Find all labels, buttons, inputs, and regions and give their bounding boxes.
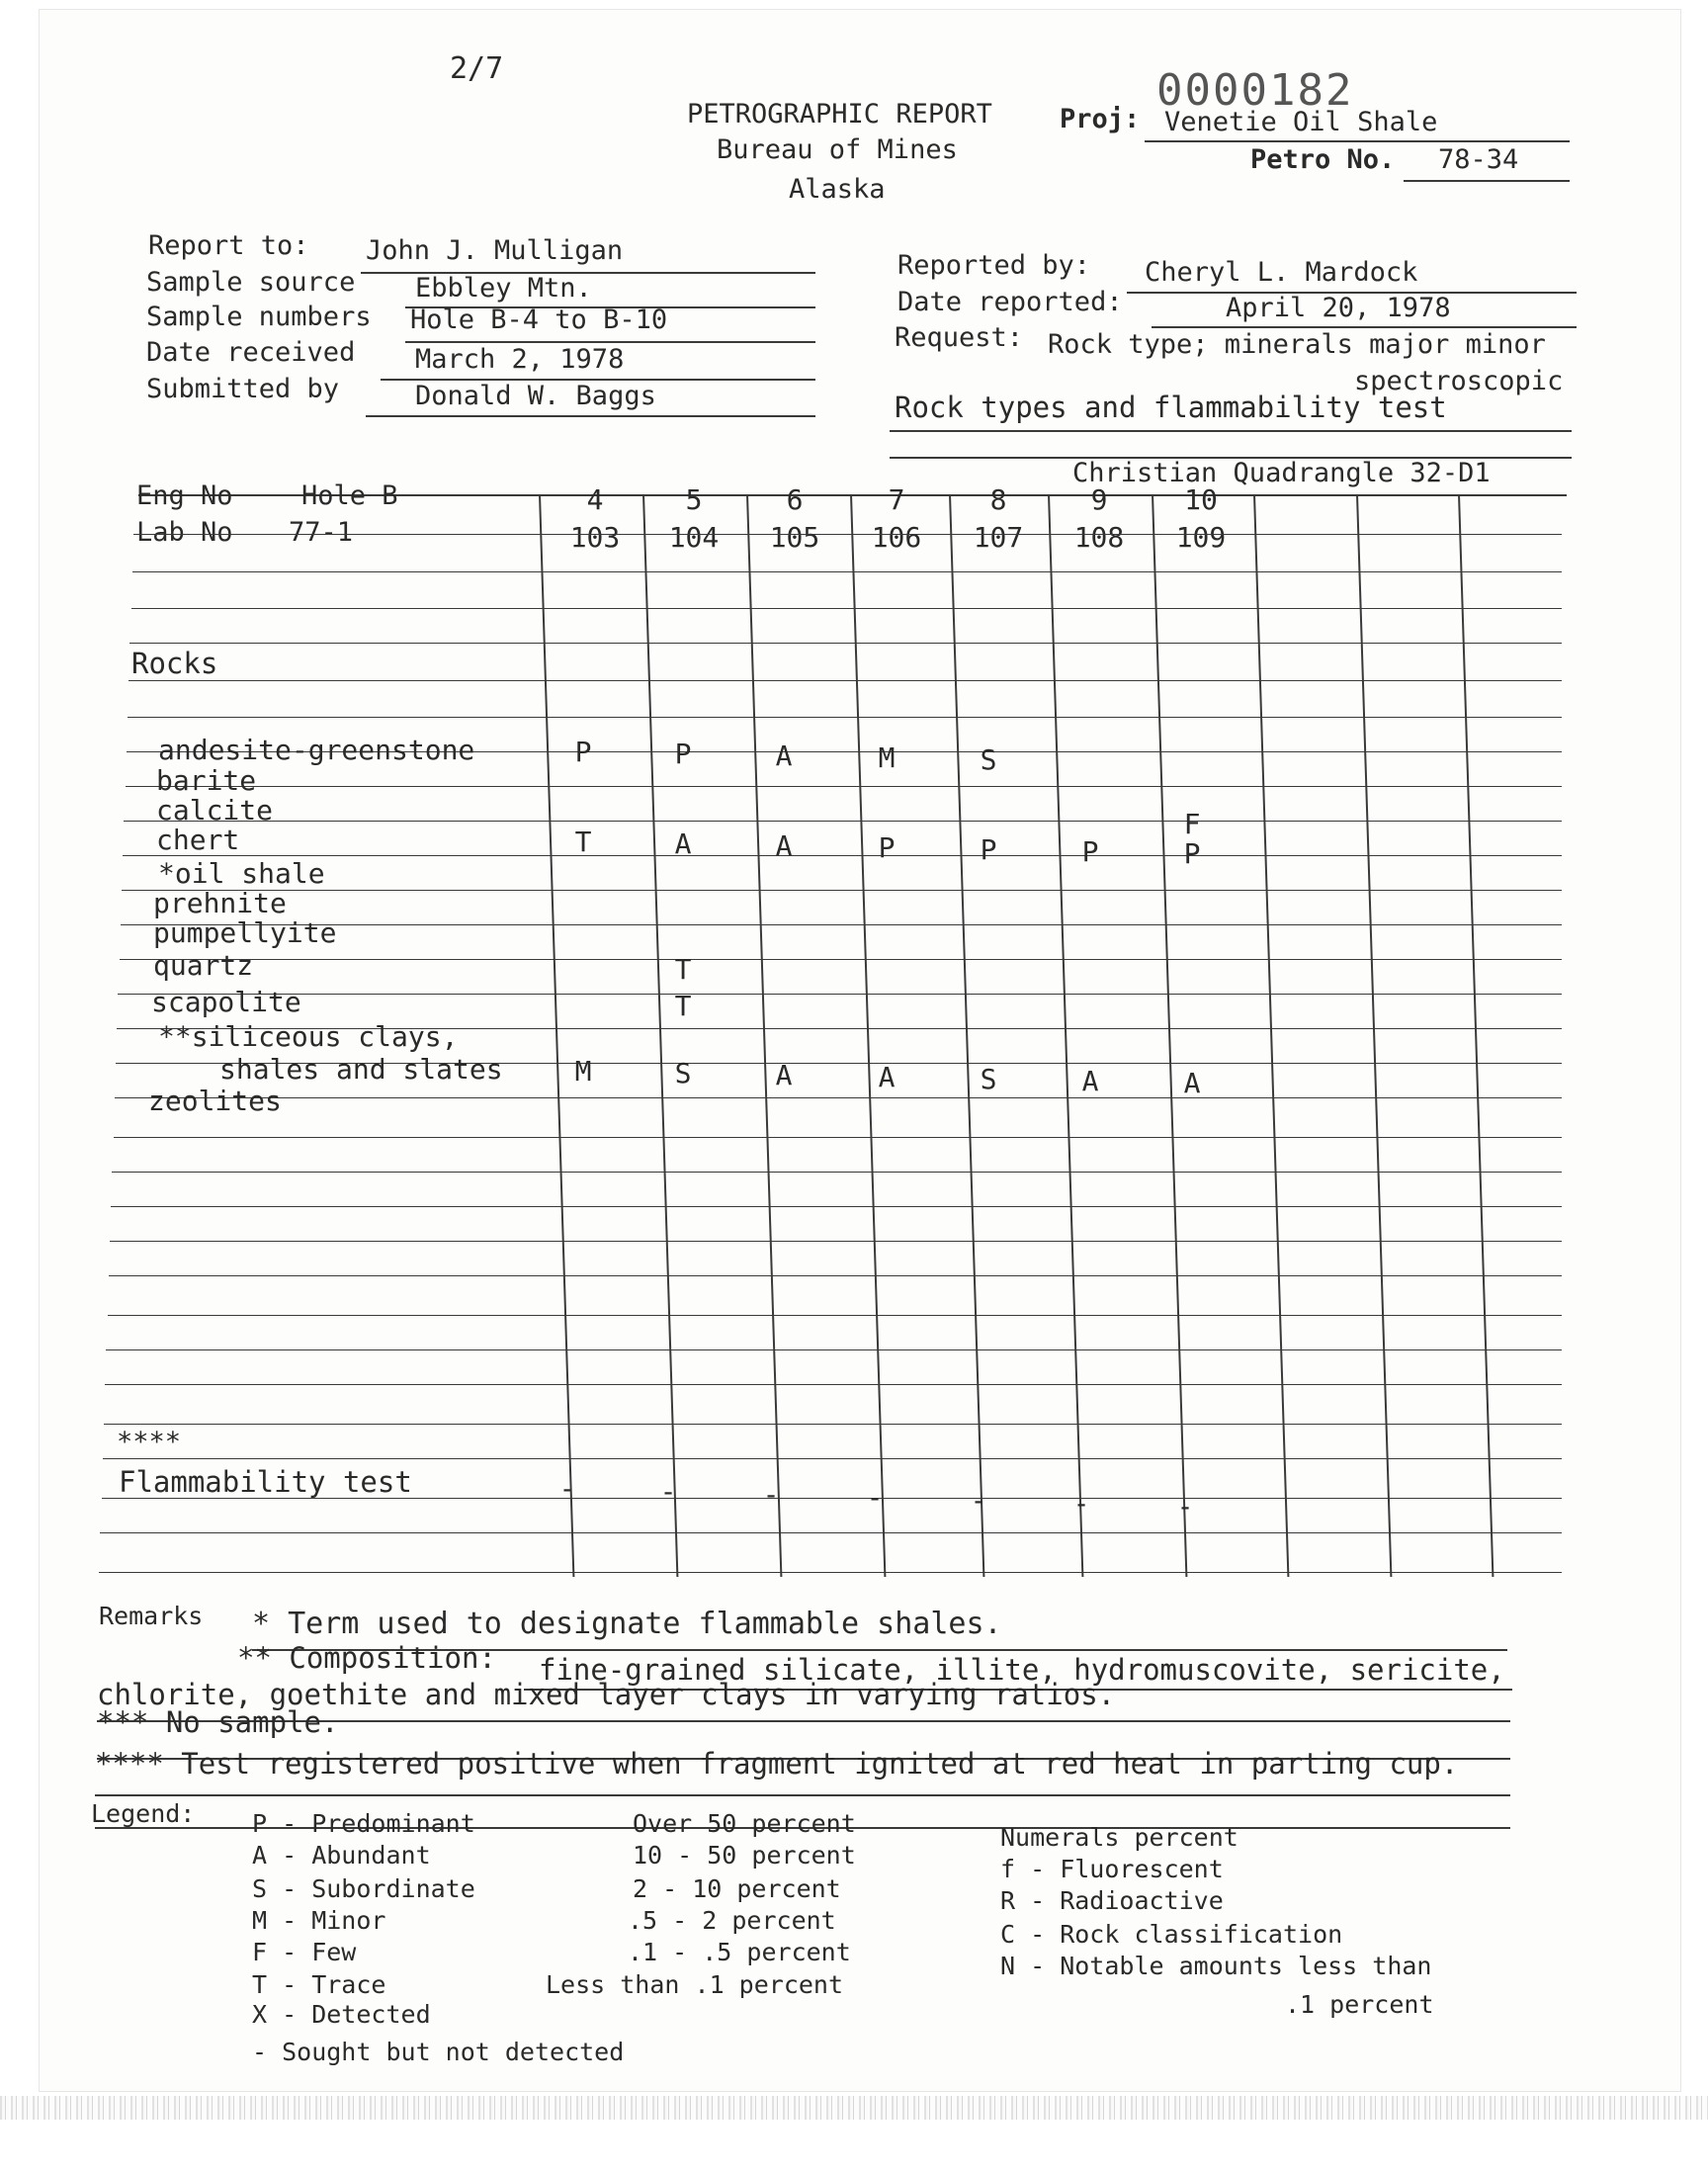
sample-numbers-label: Sample numbers	[146, 302, 372, 332]
flammability-cell: -	[558, 1472, 576, 1505]
abundance-cell: A	[878, 1061, 896, 1093]
row-rule	[126, 786, 1562, 787]
petro-no-label: Petro No.	[1250, 144, 1396, 175]
request-line-1: Rock type; minerals major minor	[1048, 329, 1546, 360]
sample-source-value: Ebbley Mtn.	[415, 273, 592, 304]
rock-name: chert	[156, 824, 240, 856]
flammability-cell: -	[866, 1481, 884, 1514]
date-reported-value: April 20, 1978	[1226, 293, 1451, 323]
abundance-cell: S	[980, 1063, 997, 1095]
lab-no-cell: 109	[1175, 521, 1227, 554]
remarks-line-5: **** Test registered positive when fragment ignited at red heat in parting cup.	[95, 1747, 1459, 1781]
row-rule	[100, 1532, 1562, 1533]
lab-no-value: 77-1	[289, 517, 354, 548]
abundance-cell: P	[878, 831, 896, 864]
row-rule	[128, 680, 1562, 681]
rocks-heading: Rocks	[131, 647, 218, 680]
no-sample-marker: ****	[117, 1427, 182, 1457]
legend-right-item: N - Notable amounts less than	[1000, 1952, 1432, 1980]
eng-no-cell: 10	[1184, 483, 1218, 516]
flammability-cell: -	[970, 1484, 987, 1517]
quadrangle: Christian Quadrangle 32-D1	[1072, 458, 1491, 488]
legend-range: .1 - .5 percent	[628, 1938, 851, 1966]
lab-no-cell: 106	[871, 521, 922, 554]
row-rule	[108, 1315, 1562, 1316]
date-reported-label: Date reported:	[897, 287, 1123, 317]
reported-by-value: Cheryl L. Mardock	[1145, 257, 1418, 288]
abundance-cell: T	[674, 990, 692, 1022]
legend-right-item: Numerals percent	[1000, 1823, 1238, 1852]
request-line-3: Rock types and flammability test	[895, 391, 1447, 424]
remarks-line-4: *** No sample.	[97, 1705, 339, 1739]
abundance-cell: A	[775, 829, 793, 862]
legend-code: F - Few	[252, 1938, 357, 1966]
proj-value: Venetie Oil Shale	[1164, 107, 1438, 137]
flammability-cell: -	[1176, 1490, 1194, 1522]
eng-no-value: Hole B	[301, 480, 398, 511]
row-rule	[112, 1172, 1562, 1173]
legend-range: .5 - 2 percent	[628, 1906, 836, 1935]
remarks-label: Remarks	[99, 1602, 204, 1630]
legend-code: M - Minor	[252, 1906, 386, 1935]
legend-right-item: R - Radioactive	[1000, 1886, 1224, 1915]
abundance-cell: P	[980, 833, 997, 866]
legend-right-item: f - Fluorescent	[1000, 1855, 1224, 1883]
petro-underline	[1404, 180, 1570, 182]
legend-range: Less than .1 percent	[546, 1970, 844, 1999]
legend-range: Over 50 percent	[633, 1809, 856, 1838]
rock-name: shales and slates	[219, 1053, 503, 1086]
abundance-cell: M	[878, 741, 896, 774]
eng-no-cell: 8	[989, 483, 1007, 516]
row-rule	[124, 821, 1562, 822]
eng-no-cell: 4	[586, 483, 604, 516]
abundance-cell: A	[775, 740, 793, 772]
report-title: PETROGRAPHIC REPORT	[687, 99, 992, 130]
legend-code: P - Predominant	[252, 1809, 475, 1838]
legend-label: Legend:	[91, 1799, 196, 1828]
submitted-by-value: Donald W. Baggs	[415, 381, 656, 411]
abundance-cell: P	[1183, 837, 1201, 870]
document-number: 0000182	[1156, 65, 1354, 116]
row-rule	[110, 1241, 1562, 1242]
lab-no-cell: 108	[1073, 521, 1125, 554]
state-name: Alaska	[789, 174, 886, 205]
lab-no-label: Lab No	[136, 517, 233, 548]
scan-edge-artifact	[0, 2096, 1708, 2120]
abundance-cell: F	[1183, 808, 1201, 840]
lab-no-cell: 104	[668, 521, 720, 554]
row-rule	[115, 1097, 1562, 1098]
row-rule	[104, 1424, 1562, 1425]
row-rule	[121, 924, 1562, 925]
row-rule	[118, 994, 1562, 995]
remarks-line-2b: fine-grained silicate, illite, hydromuscovite, sericite,	[539, 1653, 1505, 1687]
sample-numbers-value: Hole B-4 to B-10	[410, 304, 668, 335]
lab-no-cell: 103	[569, 521, 621, 554]
rock-name: *oil shale	[158, 857, 325, 890]
row-rule	[99, 1572, 1562, 1573]
eng-no-cell: 5	[685, 483, 703, 516]
legend-code: A - Abundant	[252, 1841, 431, 1870]
remarks-line-1: * Term used to designate flammable shales.	[252, 1607, 1002, 1641]
eng-no-cell: 7	[888, 483, 905, 516]
remarks-line-2a: ** Composition:	[237, 1641, 496, 1675]
lab-no-cell: 107	[973, 521, 1024, 554]
eng-no-cell: 6	[786, 483, 804, 516]
legend-code: S - Subordinate	[252, 1874, 475, 1903]
eng-no-label: Eng No	[136, 480, 233, 511]
lab-no-cell: 105	[769, 521, 820, 554]
legend-code: T - Trace	[252, 1970, 386, 1999]
abundance-cell: P	[574, 736, 592, 768]
abundance-cell: T	[674, 953, 692, 986]
legend-range: 10 - 50 percent	[633, 1841, 856, 1870]
legend-right-item: .1 percent	[1285, 1990, 1434, 2019]
rock-name: **siliceous clays,	[158, 1020, 459, 1053]
row-rule	[106, 1349, 1562, 1350]
proj-label: Proj:	[1060, 104, 1141, 134]
row-rule	[122, 890, 1562, 891]
flammability-cell: -	[762, 1478, 780, 1511]
rock-name: zeolites	[148, 1085, 282, 1117]
proj-underline	[1145, 140, 1570, 142]
abundance-cell: P	[674, 738, 692, 770]
submitted-by-label: Submitted by	[146, 374, 340, 404]
request-label: Request:	[895, 322, 1024, 353]
abundance-cell: M	[574, 1055, 592, 1088]
rock-name: barite	[156, 764, 257, 797]
flammability-label: Flammability test	[119, 1465, 412, 1499]
rock-name: quartz	[153, 949, 254, 982]
reported-by-label: Reported by:	[897, 250, 1091, 281]
abundance-cell: S	[674, 1057, 692, 1089]
date-received-value: March 2, 1978	[415, 344, 625, 375]
row-rule	[131, 608, 1562, 609]
abundance-cell: P	[1081, 835, 1099, 868]
petro-no-value: 78-34	[1438, 144, 1519, 175]
rock-name: pumpellyite	[153, 916, 337, 949]
flammability-cell: -	[1072, 1487, 1090, 1520]
row-rule	[111, 1206, 1562, 1207]
row-rule	[103, 1458, 1562, 1459]
row-rule	[105, 1384, 1562, 1385]
row-rule	[133, 534, 1562, 535]
remarks-line-3: chlorite, goethite and mixed layer clays in varying ratios.	[97, 1678, 1116, 1711]
row-rule	[128, 717, 1562, 718]
abundance-cell: A	[1183, 1067, 1201, 1099]
row-rule	[120, 959, 1562, 960]
page-mark: 2/7	[450, 51, 504, 86]
date-received-label: Date received	[146, 337, 356, 368]
report-to-value: John J. Mulligan	[366, 235, 624, 266]
abundance-cell: A	[1081, 1065, 1099, 1097]
legend-range: 2 - 10 percent	[633, 1874, 841, 1903]
rock-name: calcite	[156, 794, 274, 826]
sample-source-label: Sample source	[146, 267, 356, 298]
agency-name: Bureau of Mines	[717, 134, 958, 165]
row-rule	[109, 1275, 1562, 1276]
row-rule	[114, 1137, 1562, 1138]
legend-right-item: C - Rock classification	[1000, 1920, 1343, 1949]
abundance-cell: T	[574, 826, 592, 858]
legend-code: - Sought but not detected	[252, 2038, 625, 2066]
abundance-cell: S	[980, 743, 997, 776]
rock-name: andesite-greenstone	[158, 734, 475, 766]
legend-code: X - Detected	[252, 2000, 431, 2029]
flammability-cell: -	[659, 1475, 677, 1508]
row-rule	[132, 571, 1562, 572]
rock-name: scapolite	[151, 986, 301, 1018]
rock-name: prehnite	[153, 887, 287, 919]
report-to-label: Report to:	[148, 230, 309, 261]
abundance-cell: A	[775, 1059, 793, 1091]
row-rule	[129, 643, 1562, 644]
request-line-2: spectroscopic	[1354, 366, 1564, 396]
abundance-cell: A	[674, 827, 692, 860]
eng-no-cell: 9	[1090, 483, 1108, 516]
